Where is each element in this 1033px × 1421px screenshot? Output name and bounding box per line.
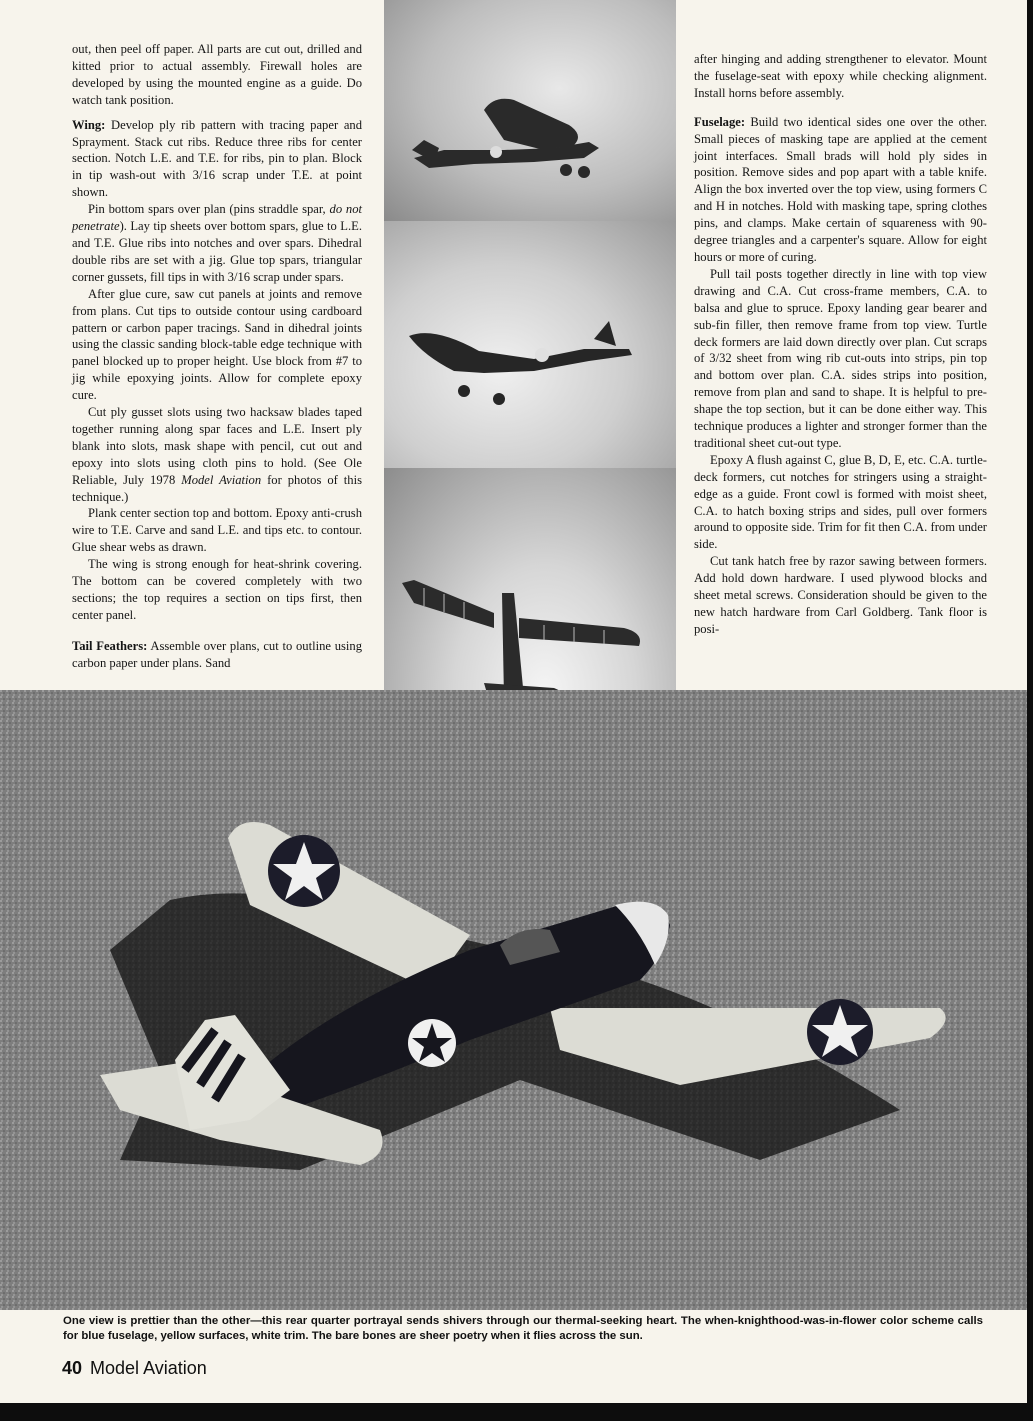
photo-airplane-flying-right: [384, 0, 676, 221]
paragraph-text: Pull tail posts together directly in line with top view drawing and C.A. Cut cross-frame members, C.A. to balsa and glue to spruce. Epoxy landing gear bearer and sub-fin filler, then remove frame from top view. Turtle deck formers are laid down directly over plan. Cut scraps of 3/32 sheet from wing rib cut-outs into strips, pin top and bottom over plan. C.A. sides strips into position, remove from plan and sand to shape. It is helpful to pre-shape the top section, but it can be done either way. This technique produces a lighter and stronger former than the traditional sheet cut-out type.: [694, 266, 987, 450]
model-airplane-illustration: [0, 690, 1027, 1310]
section-heading-wing: Wing:: [72, 117, 106, 132]
paragraph-text: ). Lay tip sheets over bottom spars, glue to L.E. and T.E. Glue ribs into notches and over spars. Dihedral double ribs are set with a jig. Glue top spars, triangular corner gussets, fill tips in with 3/16 scrap under spars.: [72, 219, 362, 284]
paragraph-text: out, then peel off paper. All parts are cut out, drilled and kitted prior to actual assembly. Firewall holes are developed by using the mounted engine as a guide. Do watch tank position.: [72, 42, 362, 107]
paragraph-tail-feathers: [72, 638, 362, 672]
emphasis-text: do not penetrate: [72, 202, 363, 234]
paragraph-text: The wing is strong enough for heat-shrink covering. The bottom can be covered completely with two sections; the top requires a section on tips first, then center panel.: [72, 557, 362, 622]
photo-airplane-banking-left: [384, 221, 676, 468]
paragraph: [694, 51, 987, 102]
paragraph-fuselage: [694, 114, 987, 266]
scan-edge-bottom: [0, 1403, 1033, 1421]
airplane-silhouette-2: [384, 221, 676, 468]
paragraph-text: Develop ply rib pattern with tracing paper and Sprayment. Stack cut ribs. Reduce three ribs for center section. Notch L.E. and T.E. for ribs, pin to plan. Block in tip wash-out with 3/16 scrap under T.E. at point shown.: [72, 117, 362, 200]
photo-model-on-ground: [0, 690, 1027, 1310]
paragraph-text: Assemble over plans, cut to outline using carbon paper under plans. Sand: [72, 638, 362, 670]
page-folio: [62, 1358, 207, 1379]
paragraph-text: Build two identical sides one over the other. Small pieces of masking tape are applied at the cement joint interfaces. Small brads will hold ply sides in position. Remove sides and pop apart with a table knife. Align the box inverted over the top view, using formers C and H in notches. Hold with masking tape, spring clothes pins, and clamps. Make certain of squareness with 90-degree triangles and a carpenter's square. Allow for eight hours or more of curing.: [694, 114, 987, 264]
paragraph-text: Epoxy A flush against C, glue B, D, E, etc. C.A. turtle-deck formers, cut notches for stringers using a straight-edge as a guide. Front cowl is formed with moist sheet, C.A. to hatch boxing strips and sides, pull over formers around to opposite side. Trim for fit then C.A. from under side.: [694, 452, 987, 552]
paragraph-text: Plank center section top and bottom. Epoxy anti-crush wire to T.E. Carve and sand L.E. and tips etc. to contour. Glue shear webs as drawn.: [72, 506, 362, 555]
magazine-reference: Model Aviation: [181, 472, 262, 487]
paragraph-text: after hinging and adding strengthener to elevator. Mount the fuselage-seat with epoxy while checking alignment. Install horns before assembly.: [694, 52, 987, 100]
right-text-column: [694, 51, 987, 638]
left-text-column: [72, 41, 362, 672]
paragraph-text: Pin bottom spars over plan (pins straddle spar,: [88, 202, 330, 217]
paragraph: [72, 201, 362, 286]
paragraph: [72, 41, 362, 109]
paragraph-text: Cut tank hatch free by razor sawing between formers. Add hold down hardware. I used plywood blocks and sheet metal screws. Consideration should be given to the new hatch hardware from Carl Goldberg. Tank floor is posi-: [694, 554, 987, 636]
airplane-silhouette-1: [384, 0, 676, 221]
paragraph: [694, 553, 987, 638]
section-heading-fuselage: Fuselage:: [694, 114, 746, 129]
publication-name: Model Aviation: [90, 1358, 207, 1378]
section-heading-tail-feathers: Tail Feathers:: [72, 638, 148, 653]
paragraph: [72, 505, 362, 556]
paragraph: [72, 556, 362, 624]
paragraph: [694, 266, 987, 452]
paragraph: [72, 404, 362, 505]
paragraph-text: Cut ply gusset slots using two hacksaw blades taped together running along spar faces and L.E. Insert ply blank into slots, mask shape with pencil, cut out and epoxy into slots using cloth pins to hold. (See Ole Reliable, July 1978: [72, 405, 362, 487]
photo-caption: One view is prettier than the other—this rear quarter portrayal sends shivers through our thermal-seeking heart. The when-knighthood-was-in-flower color scheme calls for blue fuselage, yellow surfaces, white trim. The bare bones are sheer poetry when it flies across the sun.: [63, 1315, 983, 1342]
page-number: 40: [62, 1358, 83, 1378]
scan-edge-right: [1027, 0, 1033, 1421]
paragraph-text: After glue cure, saw cut panels at joints and remove from plans. Cut tips to outside contour using cardboard pattern or carbon paper tracings. Sand in dihedral joints using the classic sanding block-table edge technique with panel blocked up to proper height. Use block from #7 to jig while epoxying joints. Allow for complete epoxy cure.: [72, 286, 362, 403]
paragraph: [694, 452, 987, 553]
paragraph-wing: [72, 117, 362, 202]
paragraph-text: for photos of this technique.): [72, 472, 362, 504]
paragraph: [72, 286, 362, 404]
